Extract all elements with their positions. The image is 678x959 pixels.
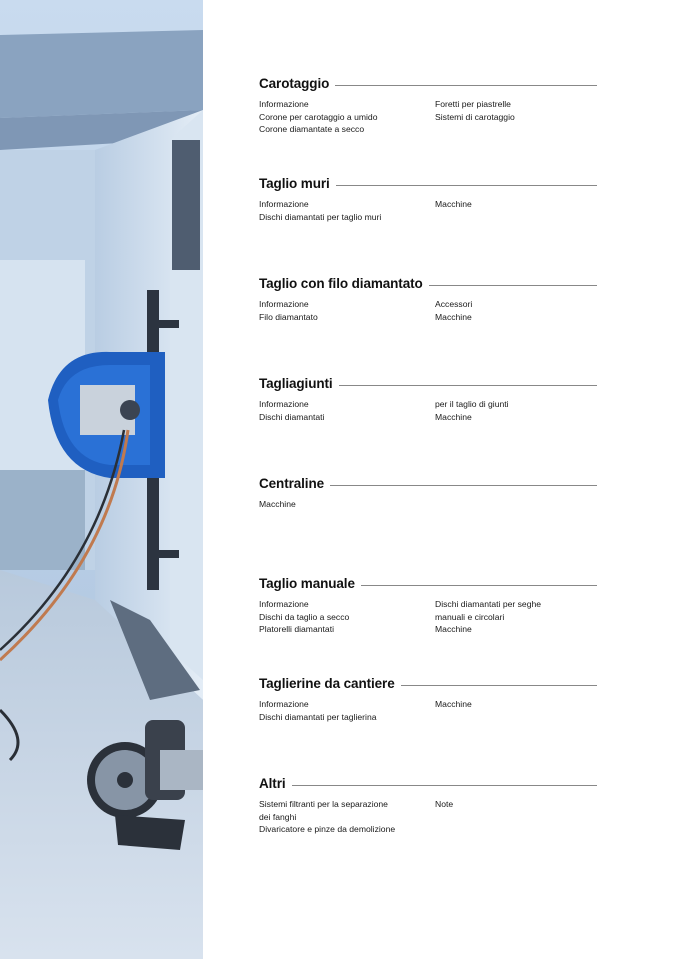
section-taglio-muri	[259, 175, 597, 223]
index-item[interactable]: Dischi diamantati per seghe	[435, 599, 542, 609]
index-item[interactable]: Sistemi di carotaggio	[435, 111, 515, 122]
index-item[interactable]: Filo diamantato	[259, 311, 318, 322]
section-title: Centraline	[259, 475, 325, 491]
index-item[interactable]: Platorelli diamantati	[259, 624, 334, 635]
index-item[interactable]: Informazione	[259, 199, 309, 209]
section-taglio-manuale	[259, 575, 597, 636]
index-item[interactable]: Corone diamantate a secco	[259, 124, 365, 135]
section-divider	[401, 685, 597, 686]
section-divider	[292, 785, 597, 786]
index-item[interactable]: Dischi diamantati per taglio muri	[259, 211, 382, 222]
index-item[interactable]: Note	[435, 799, 454, 809]
index-item[interactable]: Dischi da taglio a secco	[259, 611, 350, 622]
index-item[interactable]: Foretti per piastrelle	[435, 99, 511, 109]
index-item[interactable]: Informazione	[259, 299, 309, 309]
index-item[interactable]: Sistemi filtranti per la separazione	[259, 799, 388, 809]
index-item[interactable]: Macchine	[259, 499, 296, 509]
section-title: Taglio muri	[259, 175, 330, 191]
section-taglierine	[259, 675, 597, 723]
cover-photo	[0, 0, 203, 959]
index-item[interactable]: Corone per carotaggio a umido	[259, 111, 378, 122]
index-item[interactable]: Divaricatore e pinze da demolizione	[259, 824, 396, 835]
section-centraline	[259, 475, 597, 511]
section-title: Carotaggio	[259, 75, 330, 91]
index-item[interactable]: Accessori	[435, 299, 473, 309]
index-item[interactable]: Macchine	[435, 699, 472, 709]
index-item[interactable]: Informazione	[259, 599, 309, 609]
index-item[interactable]: manuali e circolari	[435, 611, 505, 622]
section-carotaggio	[259, 75, 597, 136]
section-divider	[361, 585, 597, 586]
index-item[interactable]: Macchine	[435, 199, 472, 209]
section-title: Taglio con filo diamantato	[259, 275, 423, 291]
section-tagliagiunti	[259, 375, 597, 423]
index-item[interactable]: Informazione	[259, 699, 309, 709]
index-item[interactable]: Informazione	[259, 99, 309, 109]
wall-saw-photo	[0, 0, 203, 959]
section-taglio-filo	[259, 275, 597, 323]
index-item[interactable]: dei fanghi	[259, 811, 297, 822]
section-divider	[336, 185, 597, 186]
index-item[interactable]: Dischi diamantati per taglierina	[259, 711, 377, 722]
section-title: Taglierine da cantiere	[259, 675, 395, 691]
index-item[interactable]: Informazione	[259, 399, 309, 409]
section-title: Tagliagiunti	[259, 375, 333, 391]
section-altri	[259, 775, 597, 836]
section-divider	[339, 385, 597, 386]
section-divider	[330, 485, 597, 486]
index-item[interactable]: Macchine	[435, 624, 472, 635]
index-item[interactable]: Dischi diamantati	[259, 411, 325, 422]
section-divider	[335, 85, 597, 86]
section-title: Altri	[259, 775, 286, 791]
index-item[interactable]: Macchine	[435, 311, 472, 322]
section-divider	[429, 285, 597, 286]
section-title: Taglio manuale	[259, 575, 355, 591]
index-item[interactable]: Macchine	[435, 411, 472, 422]
index-item[interactable]: per il taglio di giunti	[435, 399, 509, 409]
